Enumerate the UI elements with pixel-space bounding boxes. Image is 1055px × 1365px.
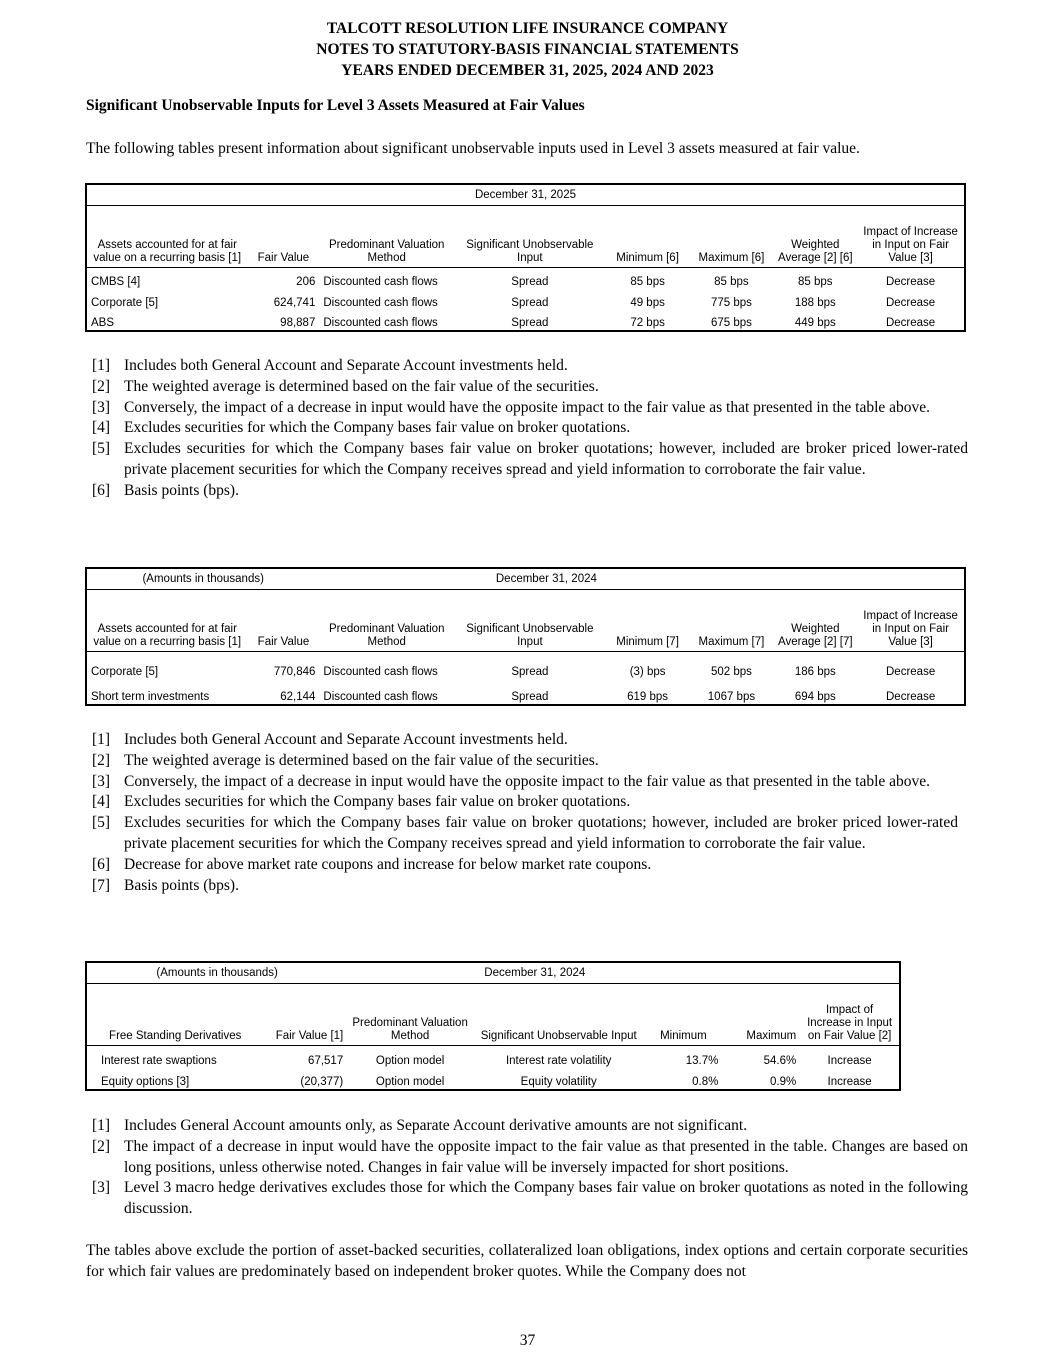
cell-fair-value: 206 (296, 275, 316, 288)
col-header-weighted: Weighted Average [2] [7] (773, 590, 857, 652)
table-row (86, 679, 965, 705)
table-derivatives (85, 961, 901, 1091)
footnotes-2025 (92, 356, 968, 502)
footnote-number: [1] (92, 357, 111, 374)
footnote-number: [2] (92, 751, 111, 769)
table-row (86, 652, 965, 679)
footnote (92, 439, 968, 481)
col-header-maximum: Maximum [7] (690, 590, 774, 652)
cell-minimum: 85 bps (630, 275, 665, 288)
cell-input: Interest rate volatility (505, 1054, 612, 1067)
cell-impact: Decrease (886, 665, 936, 678)
table-row (86, 310, 965, 331)
footnote (92, 1137, 968, 1179)
closing-paragraph: The tables above exclude the portion of asset-backed securities, collateralized loan obligations, index options and certain corporate securities for which fair values are predominately based on independent broker quotes. While the Company does not (86, 1242, 968, 1280)
cell-impact: Decrease (885, 296, 936, 309)
footnote-number: [1] (92, 1117, 111, 1134)
footnote (92, 418, 968, 439)
cell-method: Option model (375, 1075, 445, 1088)
document-subtitle: NOTES TO STATUTORY-BASIS FINANCIAL STATEMENTS (316, 41, 739, 58)
col-header-derivative: Free Standing Derivatives (86, 984, 263, 1046)
footnotes-2024-assets (92, 730, 958, 896)
footnote-text: Level 3 macro hedge derivatives excludes those for which the Company bases fair value on broker quotations as noted in the following discussion. (124, 1179, 968, 1218)
footnote (92, 813, 958, 855)
table-units: (Amounts in thousands) (86, 568, 319, 590)
cell-asset: Corporate [5] (91, 665, 159, 678)
cell-input: Spread (511, 665, 549, 678)
company-name: TALCOTT RESOLUTION LIFE INSURANCE COMPANY (326, 20, 729, 37)
footnote-number: [3] (92, 1179, 111, 1197)
col-header-method: Predominant Valuation Method (347, 984, 473, 1046)
col-header-method: Predominant Valuation Method (319, 206, 454, 268)
footnote (92, 751, 958, 772)
col-header-impact: Impact of Increase in Input on Fair Value [2] (800, 984, 900, 1046)
table-units: (Amounts in thousands) (86, 962, 347, 984)
section-title: Significant Unobservable Inputs for Level 3 Assets Measured at Fair Values (86, 97, 585, 114)
cell-weighted: 694 bps (794, 690, 836, 703)
footnote-text: The weighted average is determined based on the fair value of the securities. (124, 377, 599, 395)
col-header-fair-value: Fair Value (247, 206, 319, 268)
cell-minimum: 619 bps (627, 690, 669, 703)
cell-fair-value: 62,144 (280, 690, 316, 703)
cell-weighted: 188 bps (794, 296, 836, 309)
col-header-fair-value: Fair Value [1] (263, 984, 347, 1046)
footnote-text: Includes both General Account and Separate Account investments held. (124, 731, 568, 748)
col-header-impact: Impact of Increase in Input on Fair Value [3] (857, 206, 965, 268)
cell-impact: Decrease (886, 690, 936, 703)
col-header-input: Significant Unobservable Input (454, 590, 606, 652)
cell-weighted: 449 bps (794, 316, 836, 329)
cell-derivative: Interest rate swaptions (101, 1054, 217, 1067)
table-2024-assets (85, 567, 966, 706)
table-caption: December 31, 2025 (86, 184, 965, 206)
cell-fair-value: (20,377) (300, 1075, 344, 1088)
col-header-minimum: Minimum [6] (606, 206, 690, 268)
footnote-number: [4] (92, 793, 111, 811)
col-header-weighted: Weighted Average [2] [6] (773, 206, 857, 268)
table-row (86, 289, 965, 310)
footnote (92, 792, 958, 813)
footnote (92, 730, 958, 751)
cell-method: Discounted cash flows (323, 665, 438, 678)
footnote (92, 1116, 968, 1137)
cell-maximum: 675 bps (710, 316, 752, 329)
col-header-asset: Assets accounted for at fair value on a recurring basis [1] (86, 206, 247, 268)
table-row (86, 268, 965, 289)
cell-weighted: 85 bps (798, 275, 833, 288)
footnote-number: [2] (92, 377, 111, 395)
cell-method: Discounted cash flows (323, 296, 438, 309)
footnote-text: Excludes securities for which the Company bases fair value on broker quotations. (124, 419, 631, 437)
cell-minimum: 72 bps (630, 316, 665, 329)
footnote-number: [6] (92, 855, 111, 873)
footnote (92, 398, 968, 419)
footnote (92, 1178, 968, 1220)
cell-impact: Increase (827, 1054, 872, 1067)
cell-input: Spread (511, 316, 549, 329)
footnote-number: [2] (92, 1137, 111, 1155)
cell-impact: Decrease (885, 316, 936, 329)
col-header-asset: Assets accounted for at fair value on a recurring basis [1] (86, 590, 248, 652)
cell-maximum: 54.6% (763, 1054, 797, 1067)
cell-impact: Decrease (885, 275, 936, 288)
footnote-text: Basis points (bps). (124, 876, 239, 894)
intro-paragraph: The following tables present information about significant unobservable inputs used in Level 3 assets measured at fair value. (86, 140, 860, 157)
cell-input: Spread (511, 275, 549, 288)
table-2025 (85, 183, 966, 332)
footnote (92, 377, 968, 398)
table-row (86, 1046, 900, 1068)
table-row (86, 1068, 900, 1090)
page-number: 37 (519, 1332, 536, 1349)
cell-input: Spread (511, 296, 549, 309)
cell-minimum: 0.8% (692, 1075, 719, 1088)
col-header-impact: Impact of Increase in Input on Fair Value [3] (857, 590, 965, 652)
footnote-number: [1] (92, 731, 111, 748)
table-caption: December 31, 2024 (347, 962, 722, 984)
cell-weighted: 186 bps (794, 665, 836, 678)
footnote-text: Excludes securities for which the Company bases fair value on broker quotations; however, included are broker priced lower-rated private placement securities for which the Company receives spread and yield information to corroborate the fair value. (124, 440, 968, 478)
cell-method: Discounted cash flows (323, 275, 438, 288)
col-header-input: Significant Unobservable Input (454, 206, 606, 268)
cell-minimum: 13.7% (685, 1054, 719, 1067)
table-caption: December 31, 2024 (319, 568, 773, 590)
footnote-number: [7] (92, 876, 111, 894)
cell-asset: CMBS [4] (91, 275, 141, 288)
footnote (92, 855, 958, 876)
footnote-number: [5] (92, 814, 111, 832)
footnote-text: Includes General Account amounts only, as Separate Account derivative amounts are not significant. (124, 1117, 748, 1134)
cell-input: Spread (511, 690, 549, 703)
cell-method: Discounted cash flows (323, 316, 438, 329)
col-header-input: Significant Unobservable Input (473, 984, 645, 1046)
col-header-maximum: Maximum (722, 984, 800, 1046)
col-header-maximum: Maximum [6] (690, 206, 774, 268)
footnote-number: [5] (92, 440, 111, 458)
cell-maximum: 85 bps (714, 275, 749, 288)
cell-derivative: Equity options [3] (101, 1075, 190, 1088)
cell-maximum: 502 bps (710, 665, 752, 678)
footnote (92, 876, 958, 897)
cell-maximum: 0.9% (770, 1075, 797, 1088)
footnote (92, 481, 968, 502)
col-header-minimum: Minimum (644, 984, 722, 1046)
cell-fair-value: 67,517 (308, 1054, 344, 1067)
footnote-text: Includes both General Account and Separate Account investments held. (124, 357, 568, 374)
footnote-text: The impact of a decrease in input would have the opposite impact to the fair value as that presented in the table. Changes are based on long positions, unless otherwise noted. Changes in fair value will be inversely impacted for short positions. (124, 1137, 968, 1176)
cell-input: Equity volatility (520, 1075, 597, 1088)
footnote-text: The weighted average is determined based on the fair value of the securities. (124, 751, 599, 769)
footnote-text: Basis points (bps). (124, 481, 239, 499)
cell-maximum: 775 bps (710, 296, 752, 309)
footnote (92, 772, 958, 793)
cell-fair-value: 624,741 (273, 296, 316, 309)
footnote-text: Excludes securities for which the Company bases fair value on broker quotations; however, included are broker priced lower-rated private placement securities for which the Company receives spread and yield information to corroborate the fair value. (124, 814, 958, 852)
cell-impact: Increase (827, 1075, 872, 1088)
footnotes-derivatives (92, 1116, 968, 1220)
cell-fair-value: 98,887 (280, 316, 316, 329)
cell-maximum: 1067 bps (707, 690, 756, 703)
footnote-number: [3] (92, 772, 111, 790)
footnote-number: [6] (92, 481, 111, 499)
footnote-text: Conversely, the impact of a decrease in input would have the opposite impact to the fair value as that presented in the table above. (124, 398, 931, 416)
cell-asset: Corporate [5] (91, 296, 159, 309)
cell-minimum: (3) bps (629, 665, 666, 678)
footnote-number: [3] (92, 398, 111, 416)
footnote-text: Decrease for above market rate coupons and increase for below market rate coupons. (124, 855, 652, 873)
cell-asset: ABS (91, 316, 115, 329)
cell-minimum: 49 bps (630, 296, 665, 309)
col-header-method: Predominant Valuation Method (319, 590, 454, 652)
cell-fair-value: 770,846 (273, 665, 316, 678)
footnote-text: Conversely, the impact of a decrease in input would have the opposite impact to the fair value as that presented in the table above. (124, 772, 931, 790)
col-header-fair-value: Fair Value (248, 590, 320, 652)
cell-method: Discounted cash flows (323, 690, 438, 703)
document-years: YEARS ENDED DECEMBER 31, 2025, 2024 AND 2023 (341, 62, 714, 79)
cell-asset: Short term investments (91, 690, 210, 703)
footnote-number: [4] (92, 419, 111, 437)
cell-method: Option model (375, 1054, 445, 1067)
footnote (92, 356, 968, 377)
col-header-minimum: Minimum [7] (606, 590, 690, 652)
footnote-text: Excludes securities for which the Company bases fair value on broker quotations. (124, 793, 631, 811)
